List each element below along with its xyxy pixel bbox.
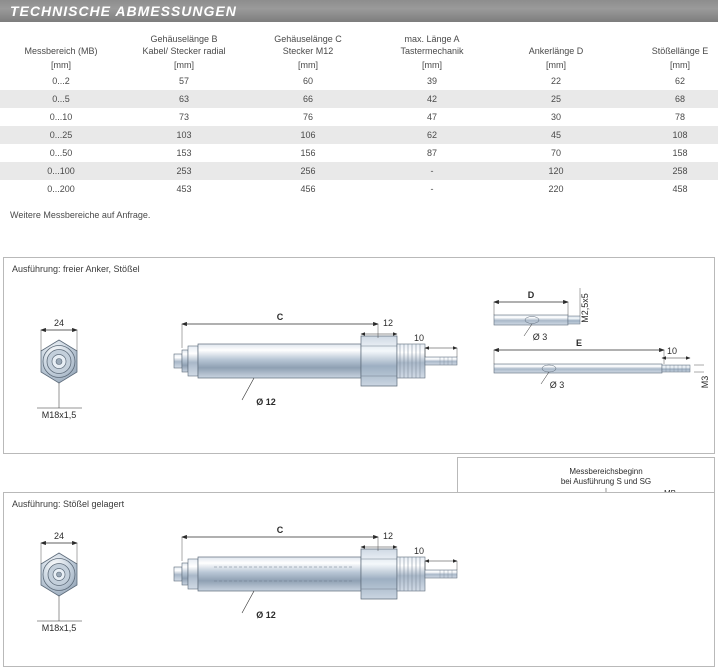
col-header-d-line1: Ankerlänge D xyxy=(528,46,584,56)
col-header-d xyxy=(494,32,618,58)
col-header-a-line2: Tastermechanik xyxy=(400,46,464,56)
table-row: 0...25 103 106 62 45 108 xyxy=(0,126,718,144)
col-header-e xyxy=(618,32,718,58)
col-header-b-line1: Gehäuselänge B xyxy=(150,34,218,44)
unit-d: [mm] xyxy=(546,60,566,70)
col-header-c-line2: Stecker M12 xyxy=(282,46,334,56)
dim-nut-top: 12 xyxy=(382,318,394,328)
inset-caption-line2: bei Ausführung S und SG xyxy=(560,477,652,486)
unit-c: [mm] xyxy=(298,60,318,70)
dim-tip-bottom: 10 xyxy=(413,546,425,556)
unit-e: [mm] xyxy=(670,60,690,70)
dim-d: D xyxy=(527,290,535,300)
dim-across-flats-bottom: 24 xyxy=(53,531,65,541)
panel-label-top: Ausführung: freier Anker, Stößel xyxy=(12,264,140,274)
table-row: 0...200 453 456 - 220 458 xyxy=(47,184,688,194)
sensor-side-view-top xyxy=(174,312,457,407)
dim-plunger-dia: Ø 3 xyxy=(549,380,565,390)
dim-tip-top: 10 xyxy=(413,333,425,343)
col-header-a-line1: max. Länge A xyxy=(404,34,460,44)
drawing-free-anchor xyxy=(4,258,716,455)
drawing-panel-guided-plunger xyxy=(3,492,715,667)
panel-label-bottom: Ausführung: Stößel gelagert xyxy=(12,499,125,509)
dim-plunger-thread: M3 xyxy=(700,375,710,389)
unit-mb: [mm] xyxy=(51,60,71,70)
unit-b: [mm] xyxy=(174,60,194,70)
dim-c-bottom: C xyxy=(276,525,284,535)
table-row: 0...2 57 60 39 22 62 xyxy=(52,76,685,86)
table-note: Weitere Messbereiche auf Anfrage. xyxy=(10,210,151,220)
dim-anchor-dia: Ø 3 xyxy=(532,332,548,342)
hex-front-view xyxy=(37,318,82,420)
col-header-c xyxy=(246,32,370,58)
drawing-panel-free-anchor xyxy=(3,257,715,454)
table-row: 0...50 153 156 87 70 158 xyxy=(49,148,688,158)
plunger-detail xyxy=(494,338,710,390)
unit-a: [mm] xyxy=(422,60,442,70)
col-header-b-line2: Kabel/ Stecker radial xyxy=(142,46,226,56)
dim-dia12-bottom: Ø 12 xyxy=(256,610,276,620)
table-units-row xyxy=(0,58,718,72)
sensor-side-view-bottom xyxy=(174,525,457,620)
page-title: TECHNISCHE ABMESSUNGEN xyxy=(10,3,237,19)
col-header-mb xyxy=(0,32,122,58)
anchor-detail xyxy=(494,288,590,342)
dimensions-table xyxy=(0,32,718,198)
dim-plunger-tip: 10 xyxy=(666,346,678,356)
col-header-c-line1: Gehäuselänge C xyxy=(274,34,342,44)
dim-c-top: C xyxy=(276,312,284,322)
table-row: 0...10 73 76 47 30 78 xyxy=(49,112,685,122)
dim-anchor-thread: M2,5x5 xyxy=(580,293,590,323)
table-header-row xyxy=(0,32,718,58)
hex-front-view-bottom xyxy=(37,531,82,633)
table-row: 0...100 253 256 - 120 258 xyxy=(0,162,718,180)
dim-nut-bottom: 12 xyxy=(382,531,394,541)
dim-across-flats-top: 24 xyxy=(53,318,65,328)
dim-thread-bottom: M18x1,5 xyxy=(41,623,77,633)
col-header-e-line1: Stößellänge E xyxy=(651,46,709,56)
dim-e: E xyxy=(575,338,583,348)
col-header-mb-line1: Messbereich (MB) xyxy=(24,46,98,56)
table-row: 0...5 63 66 42 25 68 xyxy=(0,90,718,108)
col-header-b xyxy=(122,32,246,58)
inset-caption-line1: Messbereichsbeginn xyxy=(569,467,643,476)
dim-dia12-top: Ø 12 xyxy=(256,397,276,407)
dim-thread-top: M18x1,5 xyxy=(41,410,77,420)
section-header xyxy=(0,0,718,22)
col-header-a xyxy=(370,32,494,58)
drawing-guided-plunger xyxy=(4,493,716,668)
